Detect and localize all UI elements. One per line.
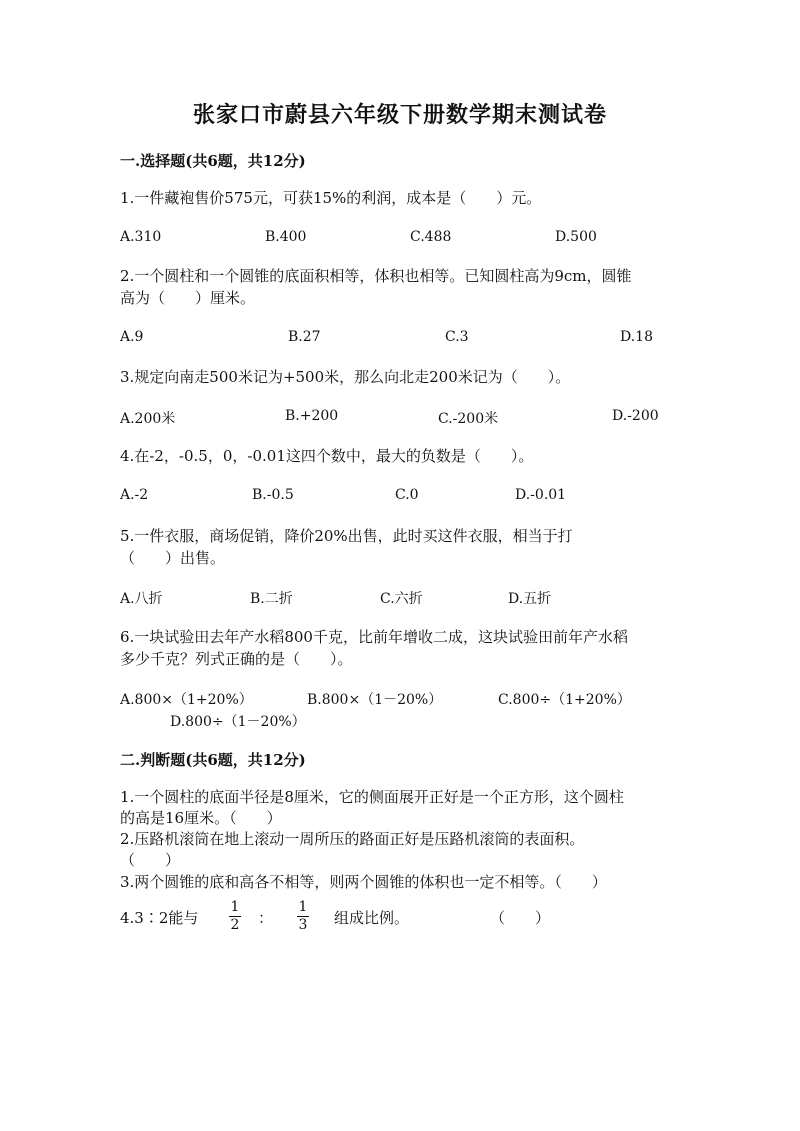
option-4a: A.-2: [120, 487, 149, 503]
judgment-4-suffix: 组成比例。: [334, 909, 410, 927]
section-heading-judgment: 二.判断题(共6题，共12分): [120, 751, 306, 769]
option-3a: A.200米: [120, 411, 176, 427]
option-5b: B.二折: [250, 591, 293, 607]
option-6a: A.800×（1+20%）: [120, 692, 253, 708]
judgment-3: 3.两个圆锥的底和高各不相等，则两个圆锥的体积也一定不相等。（ ）: [120, 873, 607, 891]
option-2a: A.9: [120, 329, 144, 345]
option-1b: B.400: [265, 229, 307, 245]
page-title: 张家口市蔚县六年级下册数学期末测试卷: [192, 102, 607, 128]
option-5d: D.五折: [508, 591, 552, 607]
question-3: 3.规定向南走500米记为+500米，那么向北走200米记为（ ）。: [120, 368, 571, 386]
option-6b: B.800×（1－20%）: [307, 692, 443, 708]
question-6-line-2: 多少千克？列式正确的是（ ）。: [120, 650, 353, 668]
fraction-1-denominator: 2: [230, 917, 240, 933]
question-2-line-1: 2.一个圆柱和一个圆锥的底面积相等，体积也相等。已知圆柱高为9cm，圆锥: [120, 267, 632, 285]
question-2-line-2: 高为（ ）厘米。: [120, 289, 256, 307]
judgment-2-line-1: 2.压路机滚筒在地上滚动一周所压的路面正好是压路机滚筒的表面积。: [120, 830, 585, 848]
option-2b: B.27: [288, 329, 321, 345]
option-3c: C.-200米: [438, 411, 499, 427]
judgment-4-colon: ：: [258, 909, 274, 927]
option-4d: D.-0.01: [515, 487, 567, 503]
question-5-line-1: 5.一件衣服，商场促销，降价20%出售，此时买这件衣服，相当于打: [120, 527, 573, 545]
section-heading-choice: 一.选择题(共6题，共12分): [120, 152, 306, 170]
option-3d: D.-200: [612, 408, 659, 424]
option-6c: C.800÷（1+20%）: [498, 692, 631, 708]
option-5a: A.八折: [120, 591, 163, 607]
judgment-4-answer-paren: （ ）: [490, 909, 551, 927]
question-1: 1.一件藏袍售价575元，可获15%的利润，成本是（ ）元。: [120, 189, 542, 207]
option-1c: C.488: [410, 229, 452, 245]
fraction-1-numerator: 1: [230, 899, 240, 915]
judgment-4-prefix: 4.3∶2能与: [120, 909, 199, 927]
option-4b: B.-0.5: [252, 487, 294, 503]
question-5-line-2: （ ）出售。: [120, 549, 226, 567]
fraction-2-numerator: 1: [298, 899, 308, 915]
option-3b: B.+200: [285, 408, 339, 424]
fraction-one-half: [227, 900, 243, 933]
option-1d: D.500: [555, 229, 597, 245]
judgment-2-line-2: （ ）: [120, 851, 181, 869]
option-2d: D.18: [620, 329, 653, 345]
fraction-one-third: [295, 900, 311, 933]
fraction-2-denominator: 3: [298, 917, 308, 933]
question-6-line-1: 6.一块试验田去年产水稻800千克，比前年增收二成，这块试验田前年产水稻: [120, 628, 628, 646]
judgment-1-line-1: 1.一个圆柱的底面半径是8厘米，它的侧面展开正好是一个正方形，这个圆柱: [120, 788, 624, 806]
question-4: 4.在-2，-0.5，0，-0.01这四个数中，最大的负数是（ ）。: [120, 447, 534, 465]
option-5c: C.六折: [380, 591, 423, 607]
judgment-1-line-2: 的高是16厘米。（ ）: [120, 809, 282, 827]
option-6d: D.800÷（1－20%）: [170, 714, 306, 730]
option-1a: A.310: [120, 229, 162, 245]
option-4c: C.0: [395, 487, 419, 503]
option-2c: C.3: [445, 329, 469, 345]
